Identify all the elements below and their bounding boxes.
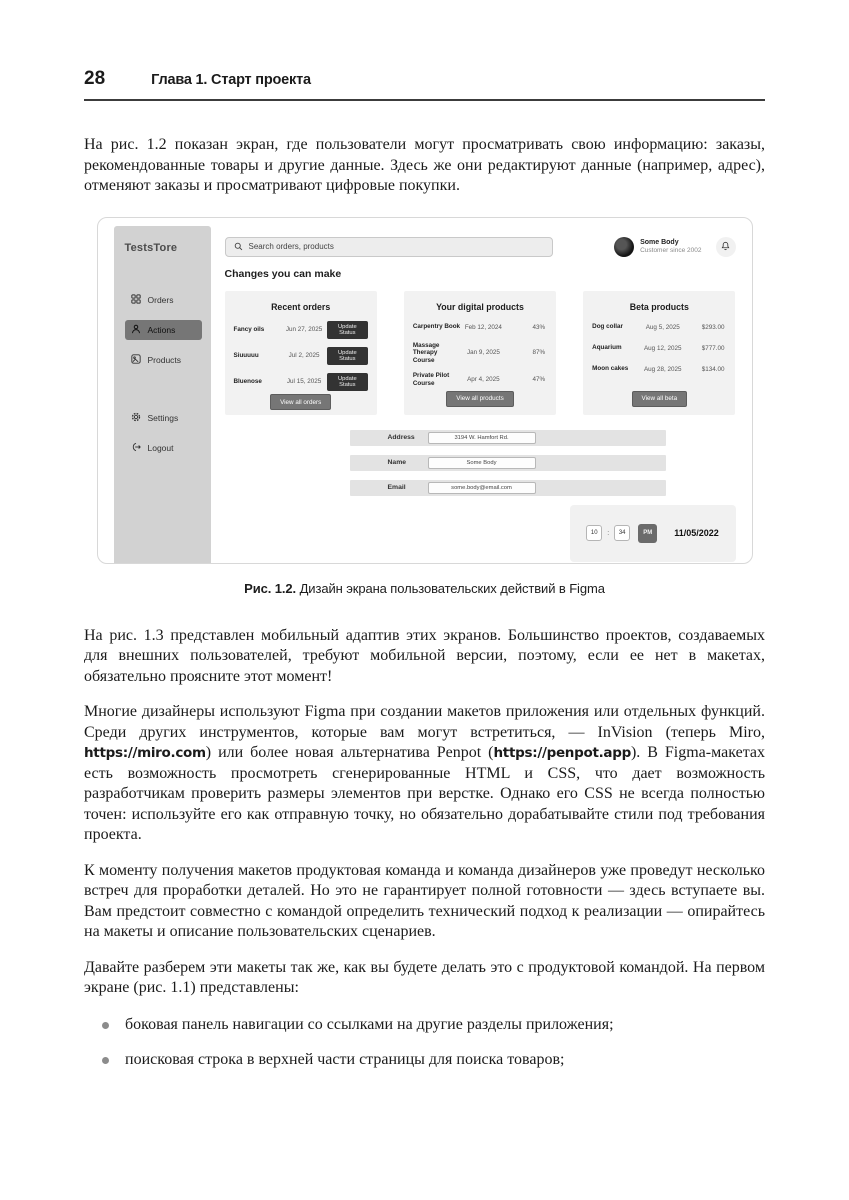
order-row	[234, 373, 368, 391]
view-all-beta-button[interactable]: View all beta	[632, 391, 688, 407]
gear-icon	[131, 412, 141, 424]
miro-url: https://miro.com	[84, 745, 206, 761]
address-field[interactable]	[428, 432, 536, 444]
product-progress: 87%	[532, 349, 546, 357]
product-row	[413, 321, 547, 334]
orders-grid-icon	[131, 294, 141, 306]
view-all-products-button[interactable]: View all products	[446, 391, 514, 407]
store-logo: TestsTore	[124, 241, 178, 254]
sidebar-item-logout[interactable]	[125, 438, 202, 458]
view-all-orders-button[interactable]: View all orders	[270, 394, 331, 410]
avatar[interactable]	[614, 237, 634, 257]
figure-caption-text: Дизайн экрана пользовательских действий в Figma	[296, 580, 605, 596]
list-item	[84, 1050, 765, 1071]
bullet-text: поисковая строка в верхней части страницы для поиска товаров;	[125, 1051, 565, 1068]
product-date: Feb 12, 2024	[464, 323, 502, 331]
am-pm-toggle[interactable]: PM	[638, 524, 657, 543]
sidebar-item-label: Logout	[147, 442, 174, 453]
paragraph-5	[84, 958, 765, 999]
user-block[interactable]	[614, 237, 701, 257]
user-name: Some Body	[640, 239, 679, 246]
paragraph-3-text: ) или более новая альтернатива Penpot (	[205, 744, 494, 761]
paragraph-4	[84, 861, 765, 943]
product-date: Apr 4, 2025	[467, 376, 500, 383]
address-label: Address	[387, 434, 415, 441]
card-rows	[234, 321, 368, 391]
sidebar-item-actions[interactable]	[125, 320, 202, 340]
penpot-url: https://penpot.app	[493, 745, 631, 761]
order-date: Jul 2, 2025	[288, 352, 320, 359]
order-name: Siuuuuu	[233, 351, 259, 359]
search-input[interactable]	[249, 242, 544, 251]
bullet-text: боковая панель навигации со ссылками на другие разделы приложения;	[125, 1015, 614, 1033]
user-subtitle: Customer since 2002	[640, 247, 702, 254]
page-number: 28	[84, 68, 106, 89]
card-title: Beta products	[629, 301, 689, 312]
figure-1-2	[97, 217, 753, 596]
figma-mockup	[97, 217, 753, 564]
product-name: Massage Therapy Course	[412, 341, 440, 364]
update-status-button[interactable]: Update Status	[327, 373, 368, 391]
paragraph-3-text: ). В Figma-макетах есть возможность просмотреть сгенерированные HTML и CSS, что дает возможность разработчикам проверить размеры элементов при верстке. Однако его CSS не всегда полностью точен: используйте его как отправную точку, но обязательно дорабатывайте стили под требования проекта.	[84, 744, 766, 843]
bullet-dot-icon	[102, 1057, 109, 1064]
card-title: Recent orders	[271, 301, 331, 312]
email-label: Email	[387, 484, 406, 491]
beta-price: $134.00	[701, 365, 725, 373]
sidebar-spacer	[125, 370, 211, 408]
paragraph-4-text: К моменту получения макетов продуктовая команда и команда дизайнеров уже проведут несколько встреч для проработки деталей. Но это не гарантирует полной готовности — здесь вступаете вы. Вам предстоит совместно с командой определить технический подход к реализации — опирайтесь на макеты и описание пользовательских сценариев.	[84, 861, 765, 940]
product-progress: 47%	[532, 376, 546, 383]
card-beta-products	[583, 291, 735, 415]
list-item	[84, 1015, 765, 1036]
beta-price: $293.00	[701, 323, 725, 331]
beta-row	[592, 363, 726, 376]
sidebar-item-label: Actions	[147, 324, 176, 335]
sidebar-item-products[interactable]	[125, 350, 202, 370]
order-name: Fancy oils	[233, 325, 265, 333]
form-row-email	[350, 480, 666, 496]
card-rows	[413, 321, 547, 388]
sidebar-item-orders[interactable]	[125, 290, 202, 310]
paragraph-2-text: На рис. 1.3 представлен мобильный адаптив этих экранов. Большинство проектов, создаваемых для внешних пользователей, требуют мобильной версии, поэтому, если ее нет в макетах, обязательно проясните этот момент!	[84, 626, 765, 685]
search-icon	[234, 238, 243, 256]
email-field[interactable]	[428, 482, 536, 494]
paragraph-5-text: Давайте разберем эти макеты так же, как вы будете делать это с продуктовой командой. На первом экране (рис. 1.1) представлены:	[84, 958, 765, 996]
hour-field[interactable]: 10	[586, 525, 602, 541]
card-title: Your digital products	[436, 301, 524, 312]
update-status-button[interactable]: Update Status	[327, 321, 368, 339]
beta-date: Aug 28, 2025	[643, 365, 682, 373]
cards-row	[225, 291, 736, 415]
beta-date: Aug 12, 2025	[643, 344, 682, 352]
person-icon	[131, 324, 141, 336]
search-bar[interactable]	[225, 237, 553, 257]
bullet-dot-icon	[102, 1022, 109, 1029]
bullet-list	[84, 1015, 765, 1071]
figure-caption	[97, 581, 753, 596]
update-status-button[interactable]: Update Status	[327, 347, 368, 365]
beta-price: $777.00	[701, 344, 725, 352]
name-field[interactable]	[428, 457, 536, 469]
sidebar-item-settings[interactable]	[125, 408, 202, 428]
chapter-title: Глава 1. Старт проекта	[151, 72, 311, 88]
card-rows	[592, 321, 726, 388]
paragraph-3	[84, 702, 765, 846]
time-separator: :	[607, 529, 610, 537]
user-meta	[640, 238, 701, 255]
profile-form	[350, 430, 666, 496]
product-date: Jan 9, 2025	[466, 349, 500, 357]
card-recent-orders	[225, 291, 377, 415]
sidebar-item-label: Orders	[147, 294, 174, 305]
date-value: 11/05/2022	[674, 528, 719, 538]
mockup-main	[211, 218, 752, 563]
order-row	[234, 321, 368, 339]
paragraph-1-text: На рис. 1.2 показан экран, где пользователи могут просматривать свою информацию: заказы, рекомендованные товары и другие данные. Здесь же они редактируют данные (например, адрес), отменяют заказы и просматривают цифровые покупки.	[84, 136, 765, 194]
sidebar-item-label: Products	[147, 354, 182, 365]
card-digital-products	[404, 291, 556, 415]
mockup-sidebar	[114, 226, 211, 563]
minute-field[interactable]: 34	[614, 525, 630, 541]
order-date: Jul 15, 2025	[286, 378, 322, 385]
form-row-address	[350, 430, 666, 446]
beta-row	[592, 321, 726, 334]
order-name: Bluenose	[233, 377, 262, 385]
mockup-top-bar	[225, 237, 736, 257]
logout-icon	[131, 442, 141, 454]
order-date: Jun 27, 2025	[285, 326, 323, 333]
form-row-name	[350, 455, 666, 471]
product-progress: 43%	[532, 323, 546, 331]
running-head	[84, 68, 765, 101]
paragraph-3-text: Многие дизайнеры используют Figma при создании макетов приложения или отдельных функций. Среди других инструментов, которые вам могут встретиться, — InVision (теперь Miro,	[84, 703, 765, 741]
beta-row	[592, 342, 726, 355]
section-title: Changes you can make	[224, 267, 342, 280]
product-name: Carpentry Book	[412, 323, 461, 331]
datetime-picker	[570, 505, 736, 562]
product-row	[413, 342, 547, 365]
notifications-button[interactable]	[716, 237, 736, 257]
beta-name: Aquarium	[592, 344, 622, 352]
bell-icon	[721, 238, 730, 256]
beta-date: Aug 5, 2025	[645, 323, 680, 331]
beta-name: Dog collar	[592, 323, 623, 331]
product-row	[413, 372, 547, 387]
beta-name: Moon cakes	[592, 365, 629, 373]
figure-caption-label: Рис. 1.2.	[244, 580, 297, 596]
order-row	[234, 347, 368, 365]
product-name: Private Pilot Course	[412, 372, 450, 387]
paragraph-2	[84, 626, 765, 688]
sidebar-item-label: Settings	[147, 412, 179, 423]
paragraph-1	[84, 135, 765, 197]
product-image-icon	[131, 354, 141, 366]
name-label: Name	[387, 459, 407, 466]
